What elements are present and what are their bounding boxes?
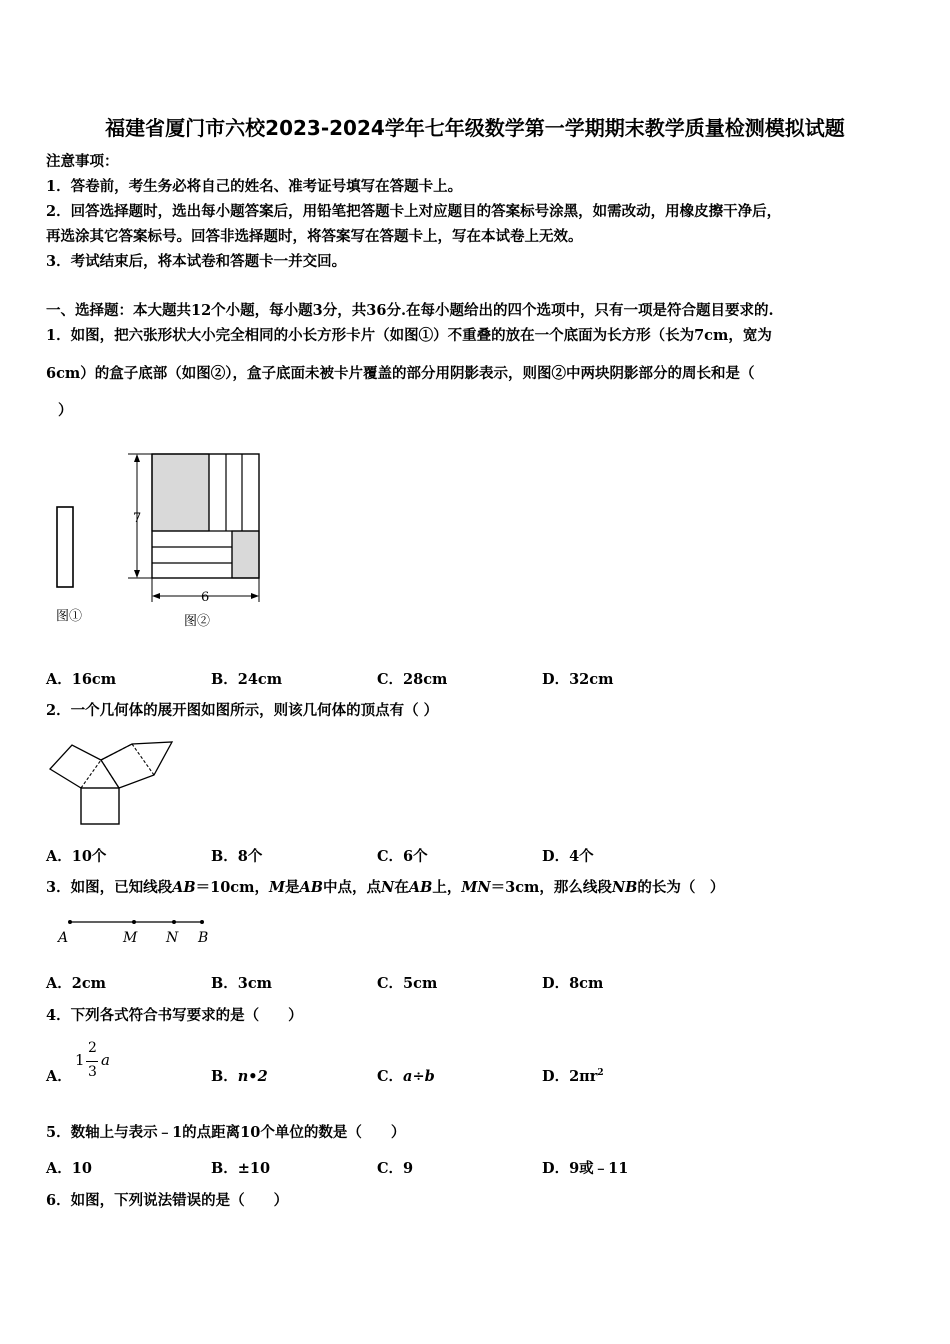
q2-net-figure bbox=[45, 738, 180, 830]
point-a: A bbox=[58, 930, 69, 946]
dim-6-label: 6 bbox=[201, 590, 210, 605]
section-heading: 一、选择题：本大题共12个小题，每小题3分，共36分.在每小题给出的四个选项中，只有一项是符合题目要求的. bbox=[46, 302, 774, 319]
fig1-label: 图① bbox=[56, 609, 83, 624]
q1-text-line1: 1．如图，把六张形状大小完全相同的小长方形卡片（如图①）不重叠的放在一个底面为长方形（长为7cm，宽为 bbox=[46, 327, 772, 344]
notice-item: 再选涂其它答案标号。回答非选择题时，将答案写在答题卡上，写在本试卷上无效。 bbox=[46, 228, 583, 245]
q4-option-c[interactable]: C．a÷b bbox=[377, 1068, 435, 1085]
q2-option-b[interactable]: B．8个 bbox=[211, 848, 263, 865]
q4-option-d[interactable]: D．$2\pi r^2$ bbox=[542, 1068, 604, 1085]
q2-option-a[interactable]: A．10个 bbox=[46, 848, 107, 865]
fig2-label: 图② bbox=[184, 614, 211, 629]
q3-option-a[interactable]: A．2cm bbox=[46, 975, 107, 992]
point-m: M bbox=[123, 930, 138, 946]
q2-option-d[interactable]: D．4个 bbox=[542, 848, 594, 865]
q4-text: 4．下列各式符合书写要求的是（ ） bbox=[46, 1007, 303, 1024]
q4-option-a-mixed-number[interactable] bbox=[74, 1040, 114, 1086]
mixed-whole: 1 bbox=[75, 1051, 85, 1069]
notice-item: 1．答卷前，考生务必将自己的姓名、准考证号填写在答题卡上。 bbox=[46, 178, 463, 195]
q3-option-b[interactable]: B．3cm bbox=[211, 975, 273, 992]
box-figure-2 bbox=[128, 454, 259, 602]
q5-option-b[interactable]: B．±10 bbox=[211, 1160, 271, 1177]
fraction-bar bbox=[86, 1061, 98, 1062]
point-b: B bbox=[198, 930, 209, 946]
q5-option-c[interactable]: C．9 bbox=[377, 1160, 414, 1177]
point-n: N bbox=[166, 930, 179, 946]
q1-figure bbox=[40, 445, 280, 635]
q5-option-a[interactable]: A．10 bbox=[46, 1160, 92, 1177]
q1-text-line2: 6cm）的盒子底部（如图②），盒子底面未被卡片覆盖的部分用阴影表示，则图②中两块阴影部分的周长和是（ bbox=[46, 365, 755, 382]
fraction-denominator: 3 bbox=[88, 1064, 97, 1080]
q1-option-b[interactable]: B．24cm bbox=[211, 671, 283, 688]
q5-text: 5．数轴上与表示﹣1的点距离10个单位的数是（ ） bbox=[46, 1124, 406, 1141]
dim-7-label: 7 bbox=[133, 511, 142, 526]
q3-option-c[interactable]: C．5cm bbox=[377, 975, 438, 992]
q6-text: 6．如图，下列说法错误的是（ ） bbox=[46, 1192, 289, 1209]
q3-segment-figure bbox=[50, 912, 220, 952]
q4-option-b[interactable]: B．n•2 bbox=[211, 1068, 268, 1085]
q3-text: 3．如图，已知线段AB＝10cm，M是AB中点，点N在AB上，MN＝3cm，那么线段NB的长为（ ） bbox=[46, 879, 725, 896]
card-figure-1 bbox=[57, 507, 73, 587]
q2-text: 2．一个几何体的展开图如图所示，则该几何体的顶点有（ ） bbox=[46, 702, 439, 719]
notice-item: 2．回答选择题时，选出每小题答案后，用铅笔把答题卡上对应题目的答案标号涂黑，如需改动，用橡皮擦干净后， bbox=[46, 203, 782, 220]
q5-option-d[interactable]: D．9或﹣11 bbox=[542, 1160, 629, 1177]
notice-heading: 注意事项： bbox=[46, 153, 119, 170]
page-title: 福建省厦门市六校2023-2024学年七年级数学第一学期期末教学质量检测模拟试题 bbox=[105, 116, 845, 140]
q4-option-a-label[interactable]: A． bbox=[46, 1068, 72, 1085]
q1-option-a[interactable]: A．16cm bbox=[46, 671, 117, 688]
q1-text-line3: ） bbox=[58, 402, 73, 419]
fraction-numerator: 2 bbox=[88, 1040, 97, 1056]
notice-item: 3．考试结束后，将本试卷和答题卡一并交回。 bbox=[46, 253, 347, 270]
q3-option-d[interactable]: D．8cm bbox=[542, 975, 604, 992]
q1-option-c[interactable]: C．28cm bbox=[377, 671, 448, 688]
q2-option-c[interactable]: C．6个 bbox=[377, 848, 428, 865]
q1-option-d[interactable]: D．32cm bbox=[542, 671, 614, 688]
variable-a: a bbox=[101, 1051, 110, 1069]
